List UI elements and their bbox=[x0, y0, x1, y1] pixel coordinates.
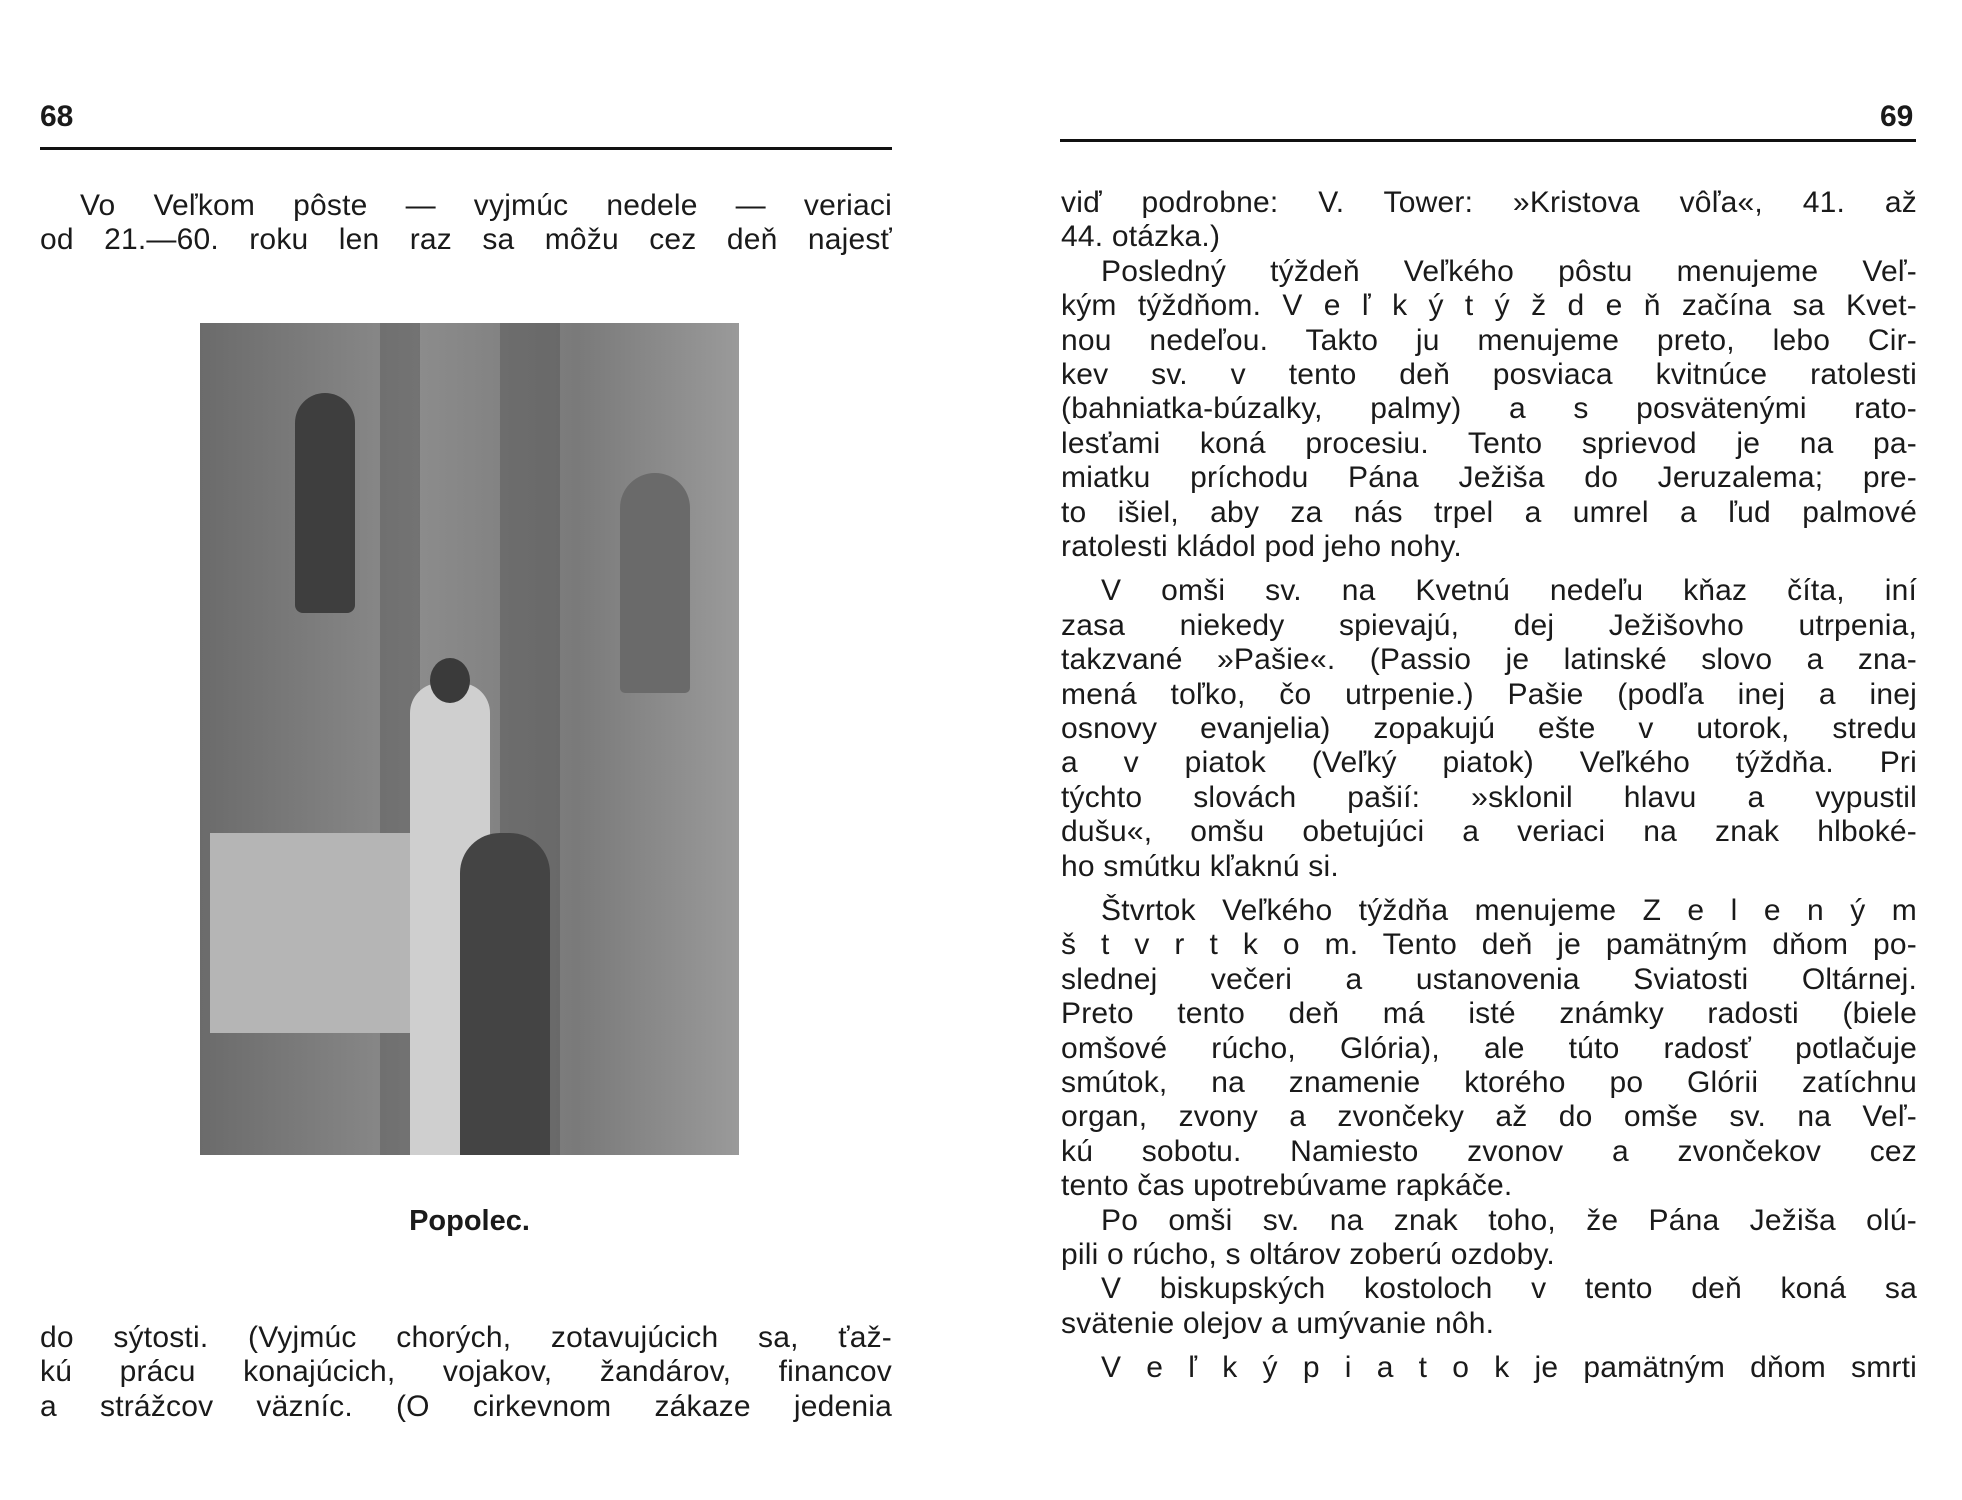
text-line: š t v r t k o m. Tento deň je pamätným dňom po- bbox=[1061, 928, 1917, 962]
text-line: ratolesti kládol pod jeho nohy. bbox=[1061, 530, 1462, 563]
text-line: (bahniatka-búzalky, palmy) a s posvätenými rato- bbox=[1061, 392, 1917, 426]
text-line: pili o rúcho, s oltárov zoberú ozdoby. bbox=[1061, 1238, 1555, 1271]
text-line: slednej večeri a ustanovenia Sviatosti Oltárnej. bbox=[1061, 962, 1917, 996]
text-line: miatku príchodu Pána Ježiša do Jeruzalema; pre- bbox=[1061, 461, 1917, 495]
text-line: to išiel, aby za nás trpel a umrel a ľud palmové bbox=[1061, 495, 1917, 529]
text-line: tento čas upotrebúvame rapkáče. bbox=[1061, 1169, 1513, 1203]
text-line: a strážcov väzníc. (O cirkevnom zákaze jedenia bbox=[40, 1389, 892, 1423]
text-line: organ, zvony a zvončeky až do omše sv. na Veľ- bbox=[1061, 1100, 1917, 1134]
text-line: nou nedeľou. Takto ju menujeme preto, lebo Cir- bbox=[1061, 323, 1917, 357]
text-line: kú sobotu. Namiesto zvonov a zvončekov cez bbox=[1061, 1134, 1917, 1168]
text-line: zasa niekedy spievajú, dej Ježišovho utrpenia, bbox=[1061, 608, 1917, 642]
text-line: V e ľ k ý p i a t o k je pamätným dňom smrti bbox=[1101, 1351, 1917, 1385]
text-line: Štvrtok Veľkého týždňa menujeme Z e l e n ý m bbox=[1101, 894, 1917, 927]
text-line: Preto tento deň má isté známky radosti (biele bbox=[1061, 997, 1917, 1031]
text-line: Vo Veľkom pôste — vyjmúc nedele — veriaci bbox=[80, 189, 892, 222]
text-line: týchto slovách pašií: »sklonil hlavu a vypustil bbox=[1061, 780, 1917, 814]
text-line: a v piatok (Veľký piatok) Veľkého týždňa. Pri bbox=[1061, 746, 1917, 780]
figure-caption: Popolec. bbox=[409, 1205, 530, 1237]
text-line: kev sv. v tento deň posviaca kvitnúce ratolesti bbox=[1061, 358, 1917, 391]
page-number-right: 69 bbox=[1880, 100, 1914, 133]
text-line: V omši sv. na Kvetnú nedeľu kňaz číta, iní bbox=[1101, 574, 1917, 608]
text-line: osnovy evanjelia) zopakujú ešte v utorok, stredu bbox=[1061, 712, 1917, 745]
text-line: kú prácu konajúcich, vojakov, žandárov, financov bbox=[40, 1355, 892, 1389]
text-line: omšové rúcho, Glória), ale túto radosť potlačuje bbox=[1061, 1031, 1917, 1065]
text-line: V biskupských kostoloch v tento deň koná sa bbox=[1101, 1272, 1917, 1306]
text-line: dušu«, omšu obetujúci a veriaci na znak hlboké- bbox=[1061, 815, 1917, 849]
text-line: lesťami koná procesiu. Tento sprievod je na pa- bbox=[1061, 426, 1917, 460]
text-line: do sýtosti. (Vyjmúc chorých, zotavujúcich sa, ťaž- bbox=[40, 1321, 892, 1354]
header-rule-left bbox=[40, 147, 892, 150]
text-line: kým týždňom. V e ľ k ý t ý ž d e ň začína sa Kvet- bbox=[1061, 289, 1917, 323]
text-line: mená toľko, čo utrpenie.) Pašie (podľa inej a inej bbox=[1061, 677, 1917, 711]
text-line: Posledný týždeň Veľkého pôstu menujeme Veľ- bbox=[1101, 254, 1917, 288]
text-line: svätenie olejov a umývanie nôh. bbox=[1061, 1306, 1495, 1340]
text-line: viď podrobne: V. Tower: »Kristova vôľa«, 41. až bbox=[1061, 186, 1917, 219]
text-line: ho smútku kľaknú si. bbox=[1061, 849, 1339, 883]
text-line: 44. otázka.) bbox=[1061, 220, 1221, 254]
text-line: Po omši sv. na znak toho, že Pána Ježiša olú- bbox=[1101, 1203, 1917, 1237]
text-line: od 21.—60. roku len raz sa môžu cez deň najesť bbox=[40, 223, 892, 257]
page-number-left: 68 bbox=[40, 100, 74, 133]
popolec-photograph bbox=[200, 323, 739, 1155]
text-line: takzvané »Pašie«. (Passio je latinské slovo a zna- bbox=[1061, 643, 1917, 677]
header-rule-right bbox=[1060, 139, 1916, 142]
text-line: smútok, na znamenie ktorého po Glórii zatíchnu bbox=[1061, 1066, 1917, 1099]
